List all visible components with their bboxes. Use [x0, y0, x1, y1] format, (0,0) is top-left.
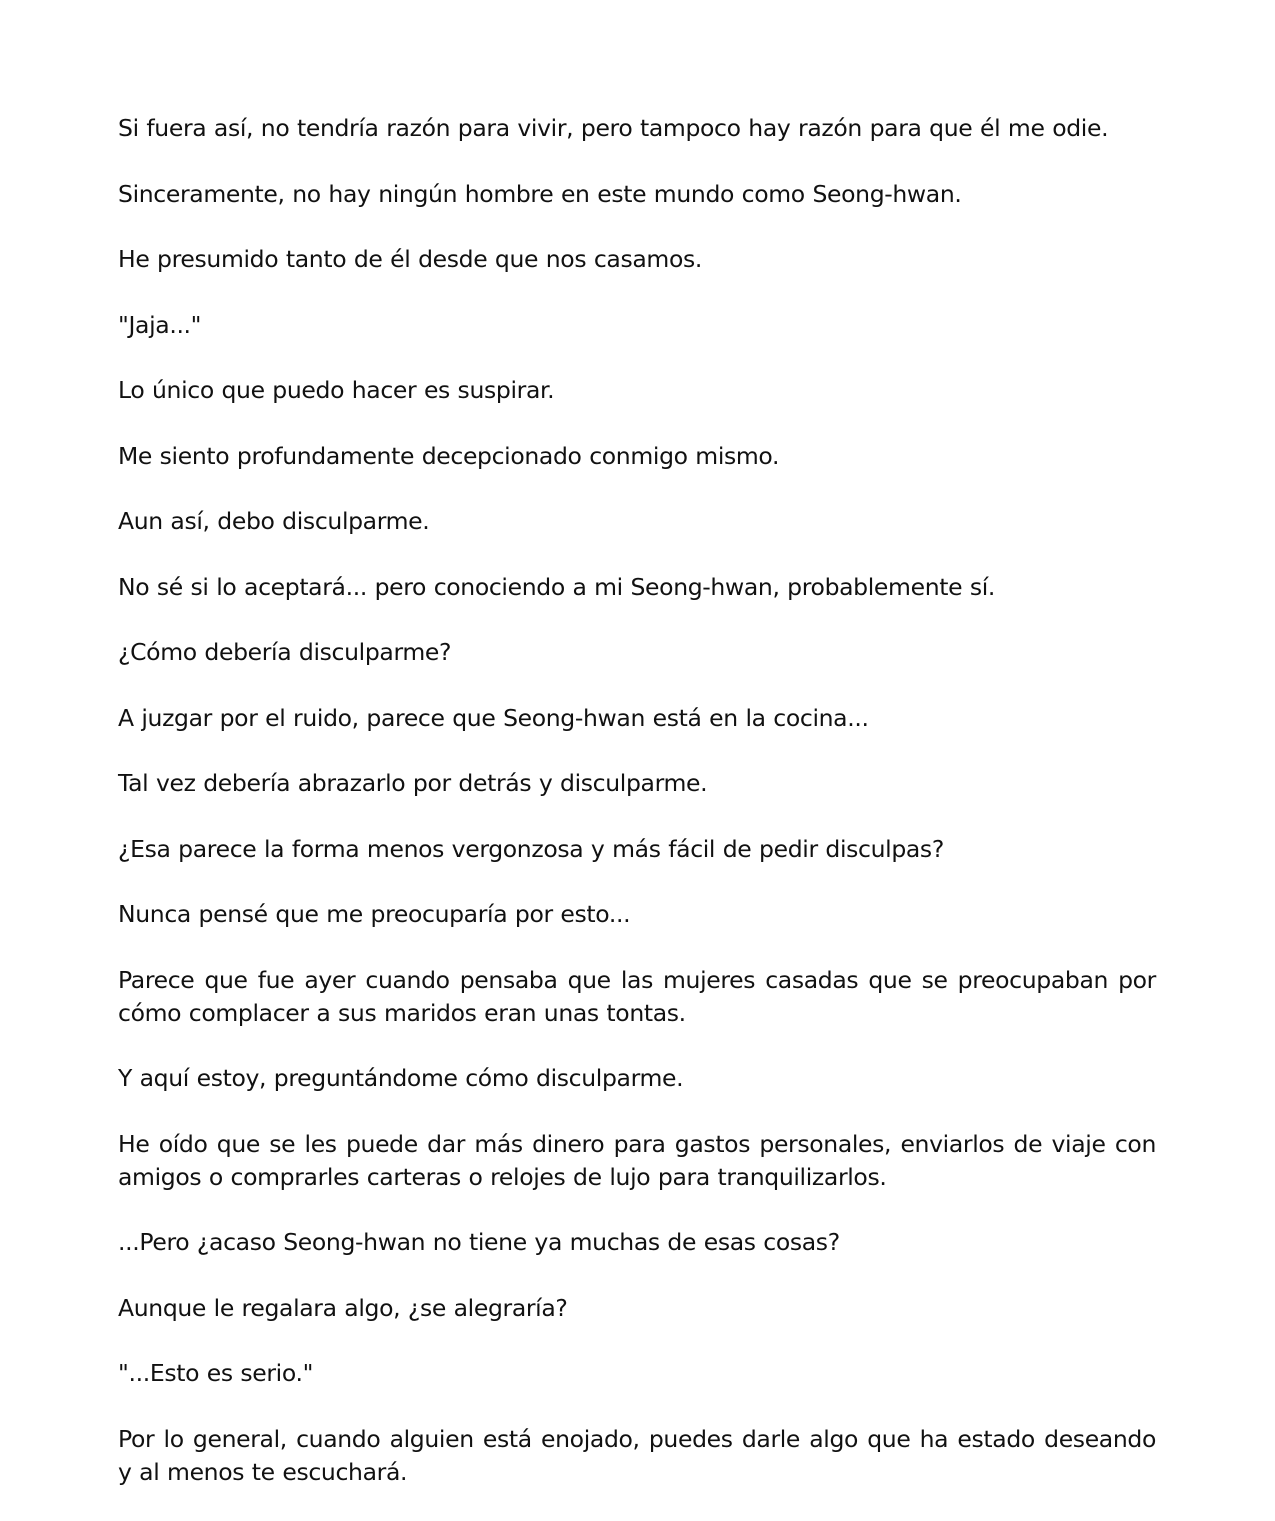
paragraph: He presumido tanto de él desde que nos casamos. [118, 245, 703, 273]
paragraph: ...Pero ¿acaso Seong-hwan no tiene ya muchas de esas cosas? [118, 1228, 840, 1256]
paragraph: "Jaja..." [118, 310, 202, 339]
paragraph: "...Esto es serio." [118, 1359, 314, 1387]
paragraph: Lo único que puedo hacer es suspirar. [118, 376, 555, 404]
paragraph: He oído que se les puede dar más dinero para gastos personales, enviarlos de viaje con amigos o comprarles carteras o relojes de lujo para tranquilizarlos. [118, 1129, 1156, 1191]
paragraph: Nunca pensé que me preocuparía por esto... [118, 900, 631, 928]
paragraph: Por lo general, cuando alguien está enojado, puedes darle algo que ha estado deseando y al menos te escuchará. [118, 1424, 1156, 1486]
paragraph: No sé si lo aceptará... pero conociendo a mi Seong-hwan, probablemente sí. [118, 572, 996, 601]
paragraph: ¿Esa parece la forma menos vergonzosa y más fácil de pedir disculpas? [118, 834, 944, 863]
paragraph: A juzgar por el ruido, parece que Seong-hwan está en la cocina... [118, 703, 869, 732]
paragraph: Y aquí estoy, preguntándome cómo disculparme. [118, 1064, 684, 1092]
paragraph: Me siento profundamente decepcionado conmigo mismo. [118, 441, 780, 470]
paragraph: ¿Cómo debería disculparme? [118, 638, 452, 666]
paragraph: Aunque le regalara algo, ¿se alegraría? [118, 1293, 568, 1322]
paragraph: Aun así, debo disculparme. [118, 507, 430, 535]
body-text [118, 112, 1156, 1521]
paragraph: Si fuera así, no tendría razón para vivir, pero tampoco hay razón para que él me odie. [118, 114, 1109, 142]
paragraph: Parece que fue ayer cuando pensaba que las mujeres casadas que se preocupaban por cómo complacer a sus maridos eran unas tontas. [118, 965, 1156, 1027]
paragraph: Tal vez debería abrazarlo por detrás y disculparme. [118, 769, 708, 797]
paragraph: Sinceramente, no hay ningún hombre en este mundo como Seong-hwan. [118, 179, 962, 208]
